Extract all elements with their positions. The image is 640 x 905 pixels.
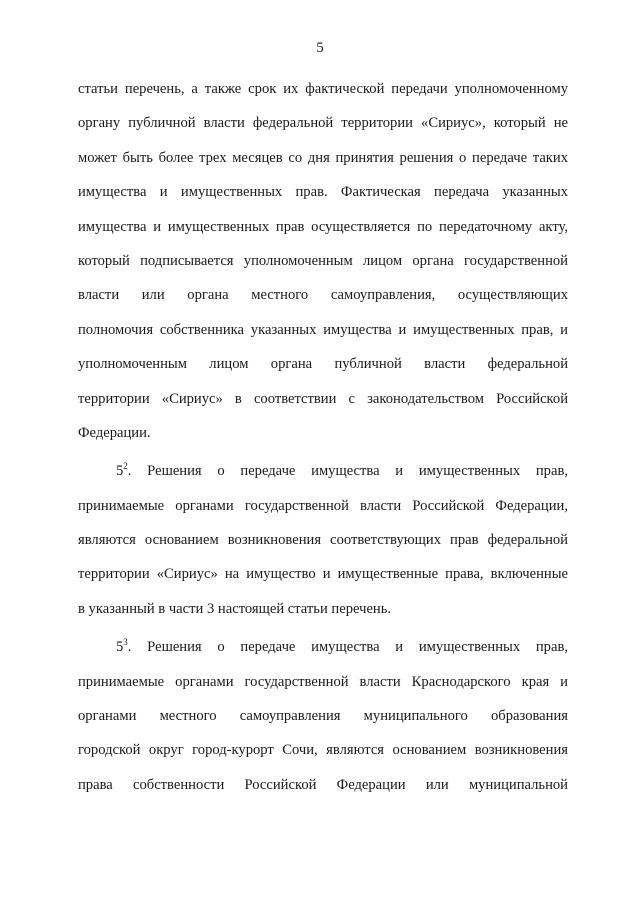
text-line: имущества и имущественных прав. Фактическая передача указанных xyxy=(78,184,568,201)
text-line: территории «Сириус» на имущество и имущественные права, включенные xyxy=(78,566,568,583)
clause-number: 5 xyxy=(116,639,124,656)
text-line: власти или органа местного самоуправления, осуществляющих xyxy=(78,287,568,304)
text-line: который подписывается уполномоченным лицом органа государственной xyxy=(78,252,568,269)
clause-number-superscript: 2 xyxy=(123,461,128,472)
text-line: полномочия собственника указанных имущества и имущественных прав, и xyxy=(78,321,568,338)
text-line: может быть более трех месяцев со дня принятия решения о передаче таких xyxy=(78,149,568,166)
text-line: в указанный в части 3 настоящей статьи перечень. xyxy=(78,600,392,617)
paragraph xyxy=(78,630,568,802)
text-line xyxy=(78,630,568,664)
text-line: территории «Сириус» в соответствии с законодательством Российской xyxy=(78,390,568,407)
text-line: статьи перечень, а также срок их фактической передачи уполномоченному xyxy=(78,81,568,97)
text-line: являются основанием возникновения соответствующих прав федеральной xyxy=(78,532,568,549)
body-text xyxy=(78,72,568,802)
text-line: органами местного самоуправления муниципального образования xyxy=(78,708,568,725)
text-line: Федерации. xyxy=(78,424,151,441)
clause-number: 5 xyxy=(116,463,124,480)
text-line: права собственности Российской Федерации или муниципальной xyxy=(78,776,568,793)
text-line: уполномоченным лицом органа публичной власти федеральной xyxy=(78,356,568,373)
text-line: принимаемые органами государственной власти Российской Федерации, xyxy=(78,497,568,514)
text-line: принимаемые органами государственной власти Краснодарского края и xyxy=(78,673,568,690)
clause-first-line: . Решения о передаче имущества и имущественных прав, xyxy=(127,463,568,480)
paragraph xyxy=(78,72,568,450)
text-line: имущества и имущественных прав осуществляется по передаточному акту, xyxy=(78,218,568,235)
paragraph xyxy=(78,454,568,626)
text-line: органу публичной власти федеральной территории «Сириус», который не xyxy=(78,115,568,132)
text-line: городской округ город-курорт Сочи, являются основанием возникновения xyxy=(78,742,568,759)
page-number: 5 xyxy=(316,40,324,56)
text-line xyxy=(78,454,568,488)
clause-number-superscript: 3 xyxy=(123,637,128,648)
clause-first-line: . Решения о передаче имущества и имущественных прав, xyxy=(127,639,568,656)
